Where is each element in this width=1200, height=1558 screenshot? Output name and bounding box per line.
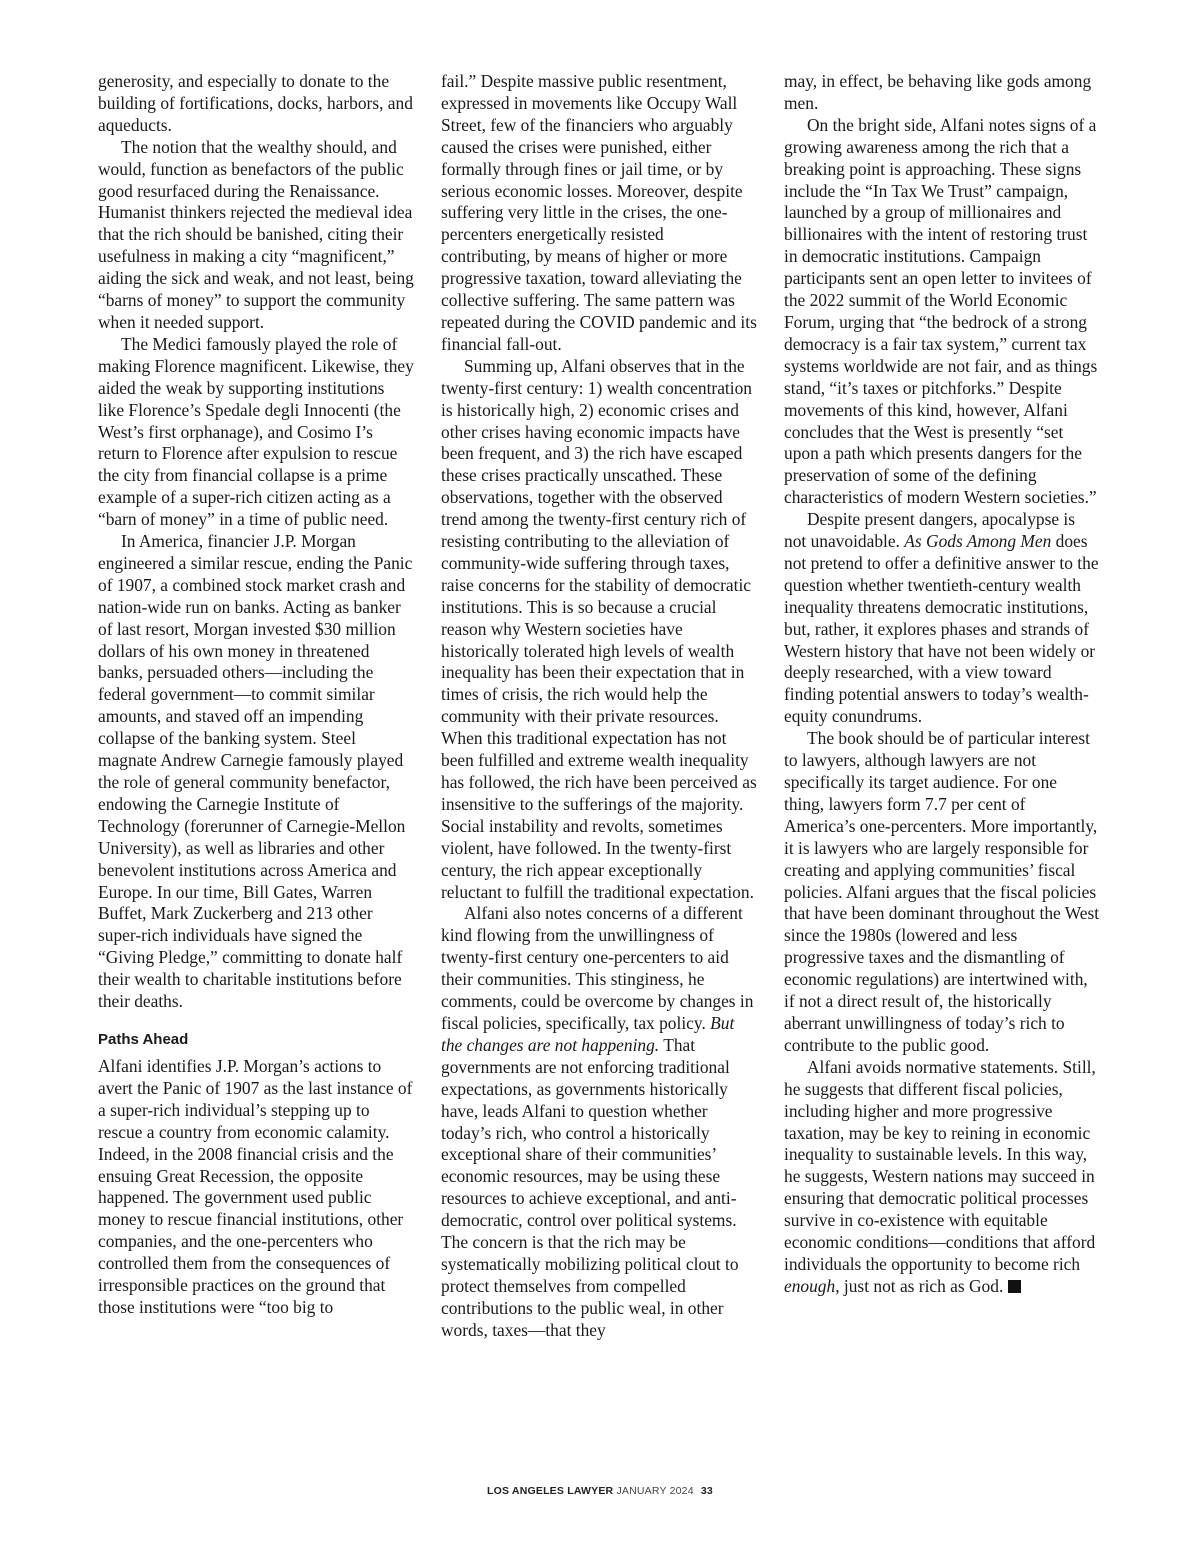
- text-run: Alfani also notes concerns of a different kind flowing from the unwillingness of twenty-first century one-percenters to aid their communities. This stinginess, he comments, could be overcome by changes in fiscal policies, specifically, tax policy.: [441, 903, 754, 1033]
- emphasis-text: But the changes are not happening.: [441, 1012, 735, 1055]
- text-run: Despite present dangers, apocalypse is not unavoidable.: [784, 509, 1076, 552]
- emphasis-text: enough: [784, 1275, 836, 1296]
- page-footer: [0, 1485, 1200, 1497]
- section-heading: Paths Ahead: [98, 1030, 189, 1048]
- paragraph: The book should be of particular interest to lawyers, although lawyers are not specifically its target audience. For one thing, lawyers form 7.7 per cent of America’s one-percenters. More importantly, it is lawyers who are largely responsible for creating and applying communities’ fiscal policies. Alfani argues that the fiscal policies that have been dominant throughout the West since the 1980s (lowered and less progressive taxes and the dismantling of economic regulations) are intertwined with, if not a direct result of, the historically aberrant unwillingness of today’s rich to contribute to the public good.: [784, 728, 1100, 1055]
- page-number: 33: [700, 1485, 713, 1497]
- paragraph: The Medici famously played the role of making Florence magnificent. Likewise, they aided the weak by supporting institutions like Florence’s Spedale degli Innocenti (the West’s first orphanage), and Cosimo I’s return to Florence after expulsion to rescue the city from financial collapse is a prime example of a super-rich citizen acting as a “barn of money” in a time of public need.: [98, 333, 414, 530]
- paragraph: On the bright side, Alfani notes signs of a growing awareness among the rich that a breaking point is approaching. These signs include the “In Tax We Trust” campaign, launched by a group of millionaires and billionaires with the intent of restoring trust in democratic institutions. Campaign participants sent an open letter to invitees of the 2022 summit of the World Economic Forum, urging that “the bedrock of a strong democracy is a fair tax system,” current tax systems worldwide are not fair, and as things stand, “it’s taxes or pitchforks.” Despite movements of this kind, however, Alfani concludes that the West is presently “set upon a path which presents dangers for the preservation of some of the defining characteristics of modern Western societies.”: [784, 114, 1098, 508]
- paragraph: [441, 903, 757, 1341]
- end-mark-icon: [1008, 1280, 1021, 1293]
- text-run: does not pretend to offer a definitive answer to the question whether twentieth-century wealth inequality threatens democratic institutions, but, rather, it explores phases and strands of Western history that have not been widely or deeply researched, with a view toward finding potential answers to today’s wealth-equity conundrums.: [784, 531, 1099, 727]
- paragraph: Alfani identifies J.P. Morgan’s actions to avert the Panic of 1907 as the last instance of a super-rich individual’s stepping up to rescue a country from economic calamity. Indeed, in the 2008 financial crisis and the ensuing Great Recession, the opposite happened. The government used public money to rescue financial institutions, other companies, and the one-percenters who controlled them from the consequences of irresponsible practices on the ground that those institutions were “too big to: [98, 1055, 413, 1317]
- paragraph: [784, 509, 1100, 728]
- text-run: , just not as rich as God.: [835, 1275, 1004, 1296]
- article-column-3: [784, 71, 1100, 1298]
- text-run: Alfani avoids normative statements. Still, he suggests that different fiscal policies, including higher and more progressive taxation, may be key to reining in economic inequality to sustainable levels. In this way, he suggests, Western nations may succeed in ensuring that democratic political processes survive in co-existence with equitable economic conditions—conditions that afford individuals the opportunity to become rich: [784, 1056, 1096, 1274]
- magazine-name: LOS ANGELES LAWYER: [487, 1485, 614, 1497]
- article-column-1: [98, 71, 414, 1319]
- paragraph: [784, 1057, 1100, 1298]
- paragraph: fail.” Despite massive public resentment, expressed in movements like Occupy Wall Street, few of the financiers who arguably caused the crises were punished, either formally through fines or jail time, or by serious economic losses. Moreover, despite suffering very little in the crises, the one-percenters energetically resisted contributing, by means of higher or more progressive taxation, toward alleviating the collective suffering. The same pattern was repeated during the COVID pandemic and its financial fall-out.: [441, 71, 757, 354]
- paragraph: generosity, and especially to donate to the building of fortifications, docks, harbors, and aqueducts.: [98, 71, 413, 135]
- article-column-2: [441, 71, 757, 1342]
- paragraph: Summing up, Alfani observes that in the twenty-first century: 1) wealth concentration is historically high, 2) economic crises and other crises having economic impacts have been frequent, and 3) the rich have escaped these crises practically unscathed. These observations, together with the observed trend among the twenty-first century rich of resisting contributing to the alleviation of community-wide suffering through taxes, raise concerns for the stability of democratic institutions. This is so because a crucial reason why Western societies have historically tolerated high levels of wealth inequality has been their expectation that in times of crisis, the rich would help the community with their private resources. When this traditional expectation has not been fulfilled and extreme wealth inequality has followed, the rich have been perceived as insensitive to the sufferings of the majority. Social instability and revolts, sometimes violent, have followed. In the twenty-first century, the rich appear exceptionally reluctant to fulfill the traditional expectation.: [441, 355, 757, 902]
- book-title: As Gods Among Men: [904, 531, 1052, 552]
- paragraph: The notion that the wealthy should, and would, function as benefactors of the public good resurfaced during the Renaissance. Humanist thinkers rejected the medieval idea that the rich should be banished, citing their usefulness in making a city “magnificent,” aiding the sick and weak, and not least, being “barns of money” to support the community when it needed support.: [98, 136, 414, 332]
- paragraph: may, in effect, be behaving like gods among men.: [784, 71, 1092, 113]
- text-run: That governments are not enforcing traditional expectations, as governments historically have, leads Alfani to question whether today’s rich, who control a historically exceptional share of their communities’ economic resources, may be using these resources to achieve exceptional, and anti-democratic, control over political systems. The concern is that the rich may be systematically mobilizing political clout to protect themselves from compelled contributions to the public weal, in other words, taxes—that they: [441, 1034, 739, 1340]
- paragraph: In America, financier J.P. Morgan engineered a similar rescue, ending the Panic of 1907, a combined stock market crash and nation-wide run on banks. Acting as banker of last resort, Morgan invested $30 million dollars of his own money in threatened banks, persuaded others—including the federal government—to commit similar amounts, and staved off an impending collapse of the banking system. Steel magnate Andrew Carnegie famously played the role of general community benefactor, endowing the Carnegie Institute of Technology (forerunner of Carnegie-Mellon University), as well as libraries and other benevolent institutions across America and Europe. In our time, Bill Gates, Warren Buffet, Mark Zuckerberg and 213 other super-rich individuals have signed the “Giving Pledge,” committing to donate half their wealth to charitable institutions before their deaths.: [98, 531, 413, 1012]
- issue-date: JANUARY 2024: [616, 1485, 694, 1497]
